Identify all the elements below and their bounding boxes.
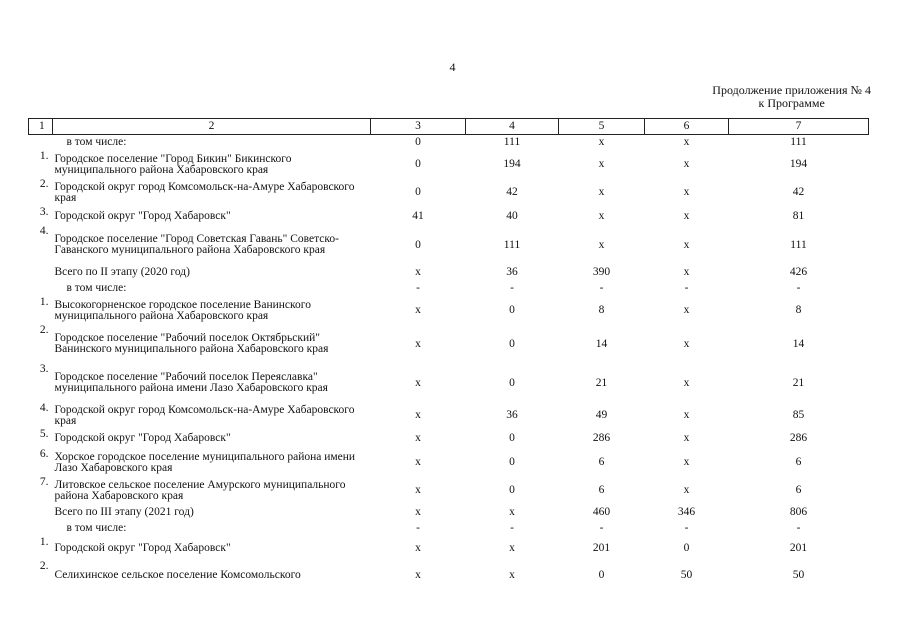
table-row xyxy=(29,265,869,281)
value-cell-col-6: 50 xyxy=(680,569,693,581)
value-cell-col-4: 0 xyxy=(509,304,515,316)
value-cell-col-7: 194 xyxy=(789,158,808,170)
row-name: Городской округ город Комсомольск-на-Амуре Хабаровского края xyxy=(54,403,355,427)
value-cell-col-4: 40 xyxy=(506,209,518,222)
row-name: Городское поселение "Рабочий поселок Октябрьский" Ванинского муниципального района Хабаровского края xyxy=(54,332,329,355)
header-cell-4: 4 xyxy=(466,119,559,135)
value-cell-col-7: 201 xyxy=(789,542,808,554)
row-name: Городское поселение "Город Бикин" Бикинского муниципального района Хабаровского края xyxy=(54,152,292,176)
value-cell-col-6: 346 xyxy=(677,506,696,518)
value-cell-col-5: 0 xyxy=(598,569,605,581)
table-row xyxy=(29,325,869,364)
value-cell-col-6: х xyxy=(683,376,690,389)
continuation-title: Продолжение приложения № 4 xyxy=(712,83,871,97)
value-cell-col-7: 111 xyxy=(790,136,807,149)
row-number: 2. xyxy=(39,177,49,190)
table-row xyxy=(29,135,869,151)
value-cell-col-3: х xyxy=(415,266,421,278)
row-number: 1. xyxy=(39,149,49,162)
value-cell-col-5: 201 xyxy=(592,542,611,554)
row-name: Литовское сельское поселение Амурского муниципального района Хабаровского края xyxy=(54,478,346,502)
value-cell-col-4: 194 xyxy=(503,158,521,170)
table-row xyxy=(29,537,869,561)
value-cell-col-3: 0 xyxy=(415,136,421,149)
value-cell-col-3: х xyxy=(415,409,421,421)
value-cell-col-4: 0 xyxy=(509,376,515,389)
row-name: в том числе: xyxy=(66,282,127,294)
header-row xyxy=(29,119,869,135)
value-cell-col-3: 0 xyxy=(415,186,421,198)
row-number xyxy=(29,281,53,297)
value-cell-col-3: х xyxy=(415,506,421,518)
header-cell-5: 5 xyxy=(559,119,645,135)
value-cell-col-4: 0 xyxy=(509,337,515,350)
table-row xyxy=(29,449,869,477)
value-cell-col-7: 81 xyxy=(792,209,805,222)
table-row xyxy=(29,207,869,226)
program-table xyxy=(28,118,869,591)
value-cell-col-6: - xyxy=(684,282,689,294)
header-cell-2: 2 xyxy=(53,119,371,135)
value-cell-col-4: 0 xyxy=(509,484,515,496)
row-number: 4. xyxy=(39,401,49,414)
value-cell-col-7: 426 xyxy=(789,266,808,278)
value-cell-col-6: х xyxy=(683,484,690,496)
row-number: 4. xyxy=(39,224,49,237)
value-cell-col-5: х xyxy=(598,209,605,222)
table-row xyxy=(29,226,869,265)
row-number xyxy=(29,505,53,521)
row-number xyxy=(29,265,53,281)
row-number xyxy=(29,135,53,151)
row-number: 1. xyxy=(39,295,49,308)
row-name: Высокогорненское городское поселение Ванинского муниципального района Хабаровского края xyxy=(54,298,311,322)
value-cell-col-7: 286 xyxy=(789,432,808,444)
value-cell-col-4: 36 xyxy=(506,409,518,421)
table-row xyxy=(29,297,869,325)
table-row xyxy=(29,521,869,537)
value-cell-col-3: - xyxy=(416,522,420,534)
value-cell-col-4: - xyxy=(510,282,514,294)
header-cell-3: 3 xyxy=(371,119,466,135)
row-number: 2. xyxy=(39,323,49,336)
header-cell-1: 1 xyxy=(29,119,53,135)
value-cell-col-3: х xyxy=(415,304,421,316)
value-cell-col-6: х xyxy=(683,238,690,251)
value-cell-col-7: 42 xyxy=(792,186,805,198)
row-name: Городской округ "Город Хабаровск" xyxy=(54,432,231,444)
value-cell-col-6: х xyxy=(683,304,690,316)
value-cell-col-3: х xyxy=(415,432,421,444)
value-cell-col-5: 286 xyxy=(592,432,611,444)
value-cell-col-7: 14 xyxy=(792,337,805,350)
table-row xyxy=(29,561,869,591)
value-cell-col-5: х xyxy=(598,158,605,170)
value-cell-col-5: 6 xyxy=(598,456,605,468)
value-cell-col-4: 0 xyxy=(509,456,515,468)
row-number: 2. xyxy=(39,559,49,572)
value-cell-col-6: - xyxy=(684,522,689,534)
value-cell-col-4: 36 xyxy=(506,266,518,278)
header-cell-7: 7 xyxy=(729,119,869,135)
row-name: Всего по II этапу (2020 год) xyxy=(54,266,190,278)
value-cell-col-6: х xyxy=(683,337,690,350)
value-cell-col-3: х xyxy=(415,456,421,468)
value-cell-col-3: х xyxy=(415,337,421,350)
value-cell-col-6: х xyxy=(683,209,690,222)
continuation-subtitle: к Программе xyxy=(758,96,825,110)
row-name: Городской округ "Город Хабаровск" xyxy=(54,209,231,222)
value-cell-col-7: 21 xyxy=(792,376,805,389)
value-cell-col-3: 41 xyxy=(412,209,424,222)
row-number: 1. xyxy=(39,535,49,548)
value-cell-col-5: 14 xyxy=(595,337,608,350)
value-cell-col-6: х xyxy=(683,136,690,149)
value-cell-col-5: 390 xyxy=(592,266,611,278)
value-cell-col-7: 6 xyxy=(795,456,802,468)
value-cell-col-6: х xyxy=(683,432,690,444)
value-cell-col-4: 111 xyxy=(503,238,521,251)
value-cell-col-4: 0 xyxy=(509,432,515,444)
value-cell-col-3: - xyxy=(416,282,420,294)
table-row xyxy=(29,179,869,207)
row-number xyxy=(29,521,53,537)
value-cell-col-5: 460 xyxy=(592,506,611,518)
value-cell-col-3: х xyxy=(415,569,421,581)
row-number: 3. xyxy=(39,205,49,218)
row-name: Всего по III этапу (2021 год) xyxy=(54,506,194,518)
value-cell-col-5: - xyxy=(599,522,604,534)
value-cell-col-3: х xyxy=(415,376,421,389)
row-name: Городской округ город Комсомольск-на-Амуре Хабаровского края xyxy=(54,180,355,204)
value-cell-col-5: 49 xyxy=(595,409,608,421)
row-name: в том числе: xyxy=(66,522,127,534)
value-cell-col-7: 111 xyxy=(790,238,807,251)
header-cell-6: 6 xyxy=(645,119,729,135)
value-cell-col-7: 6 xyxy=(795,484,802,496)
table-row xyxy=(29,403,869,429)
value-cell-col-6: 0 xyxy=(683,542,690,554)
value-cell-col-5: - xyxy=(599,282,604,294)
value-cell-col-5: х xyxy=(598,186,605,198)
value-cell-col-4: х xyxy=(509,569,515,581)
value-cell-col-5: 21 xyxy=(595,376,608,389)
table-row xyxy=(29,151,869,179)
row-name: в том числе: xyxy=(66,136,127,149)
value-cell-col-6: х xyxy=(683,186,690,198)
value-cell-col-6: х xyxy=(683,158,690,170)
value-cell-col-5: х xyxy=(598,238,605,251)
page-number: 4 xyxy=(449,60,456,74)
value-cell-col-7: - xyxy=(796,522,801,534)
row-name: Селихинское сельское поселение Комсомольского xyxy=(54,569,301,581)
value-cell-col-5: х xyxy=(598,136,605,149)
row-name: Хорское городское поселение муниципального района имени Лазо Хабаровского края xyxy=(54,450,356,474)
value-cell-col-6: х xyxy=(683,266,690,278)
row-number: 3. xyxy=(39,362,49,375)
value-cell-col-4: 42 xyxy=(506,186,518,198)
row-number: 7. xyxy=(39,475,49,488)
continuation-note xyxy=(712,84,871,110)
table-row xyxy=(29,477,869,505)
row-name: Городской округ "Город Хабаровск" xyxy=(54,542,231,554)
value-cell-col-7: 8 xyxy=(795,304,802,316)
value-cell-col-6: х xyxy=(683,409,690,421)
row-name: Городское поселение "Город Советская Гавань" Советско-Гаванского муниципального района Хабаровского края xyxy=(54,233,339,256)
value-cell-col-4: - xyxy=(510,522,514,534)
table-row xyxy=(29,364,869,403)
value-cell-col-7: - xyxy=(796,282,801,294)
value-cell-col-7: 50 xyxy=(792,569,805,581)
value-cell-col-3: х xyxy=(415,542,421,554)
table-row xyxy=(29,281,869,297)
value-cell-col-4: х xyxy=(509,542,515,554)
value-cell-col-5: 8 xyxy=(598,304,605,316)
row-number: 6. xyxy=(39,447,49,460)
value-cell-col-7: 85 xyxy=(792,409,805,421)
table-row xyxy=(29,429,869,449)
value-cell-col-3: х xyxy=(415,484,421,496)
table-row xyxy=(29,505,869,521)
value-cell-col-4: х xyxy=(509,506,515,518)
value-cell-col-7: 806 xyxy=(789,506,808,518)
value-cell-col-3: 0 xyxy=(415,238,421,251)
value-cell-col-5: 6 xyxy=(598,484,605,496)
row-number: 5. xyxy=(39,427,49,440)
value-cell-col-6: х xyxy=(683,456,690,468)
value-cell-col-3: 0 xyxy=(415,158,421,170)
row-name: Городское поселение "Рабочий поселок Переяславка" муниципального района имени Лазо Хабаровского края xyxy=(54,371,328,394)
value-cell-col-4: 111 xyxy=(503,136,521,149)
